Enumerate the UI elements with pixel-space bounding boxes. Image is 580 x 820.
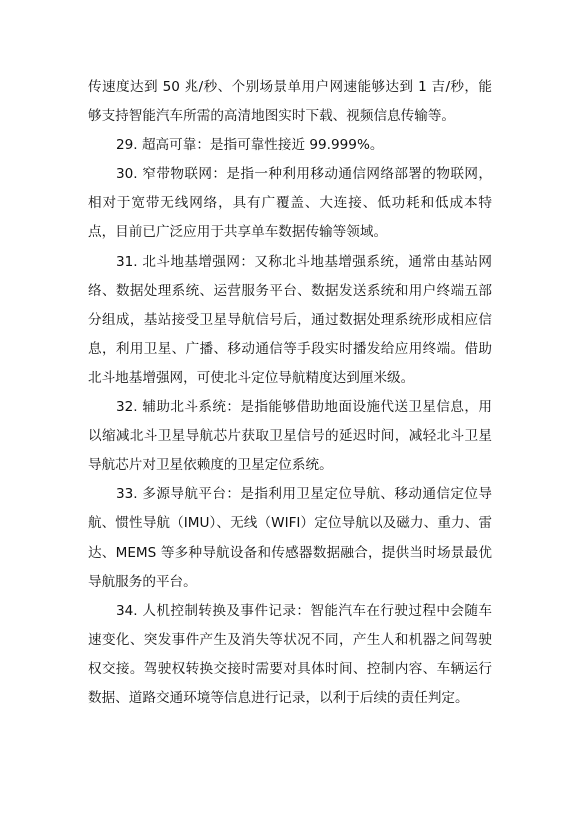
paragraph-30-nb-iot: 30. 窄带物联网：是指一种利用移动通信网络部署的物联网，相对于宽带无线网络，具有广覆盖、大连接、低功耗和低成本特点，目前已广泛应用于共享单车数据传输等领域。 xyxy=(88,166,492,241)
paragraph-31-beidou-ground-augmentation: 31. 北斗地基增强网：又称北斗地基增强系统，通常由基站网络、数据处理系统、运营服务平台、数据发送系统和用户终端五部分组成，基站接受卫星导航信号后，通过数据处理系统形成相应信息，利用卫星、广播、移动通信等手段实时播发给应用终端。借助北斗地基增强网，可使北斗定位导航精度达到厘米级。 xyxy=(88,253,492,386)
paragraph-34-human-machine-control-transfer: 34. 人机控制转换及事件记录：智能汽车在行驶过程中会随车速变化、突发事件产生及消失等状况不同，产生人和机器之间驾驶权交接。驾驶权转换交接时需要对具体时间、控制内容、车辆运行数据、道路交通环境等信息进行记录，以利于后续的责任判定。 xyxy=(88,602,492,706)
paragraph-33-multi-source-navigation: 33. 多源导航平台：是指利用卫星定位导航、移动通信定位导航、惯性导航（IMU）、无线（WIFI）定位导航以及磁力、重力、雷达、MEMS 等多种导航设备和传感器数据融合，提供当时场景最优导航服务的平台。 xyxy=(88,486,492,590)
paragraph-32-assisted-beidou: 32. 辅助北斗系统：是指能够借助地面设施代送卫星信息，用以缩减北斗卫星导航芯片获取卫星信号的延迟时间，减轻北斗卫星导航芯片对卫星依赖度的卫星定位系统。 xyxy=(88,399,492,474)
paragraph-29-ultra-reliable: 29. 超高可靠：是指可靠性接近 99.999%。 xyxy=(116,137,384,154)
document-body xyxy=(88,73,492,713)
paragraph-continued: 传速度达到 50 兆/秒、个别场景单用户网速能够达到 1 吉/秒，能够支持智能汽车所需的高清地图实时下载、视频信息传输等。 xyxy=(88,79,492,125)
